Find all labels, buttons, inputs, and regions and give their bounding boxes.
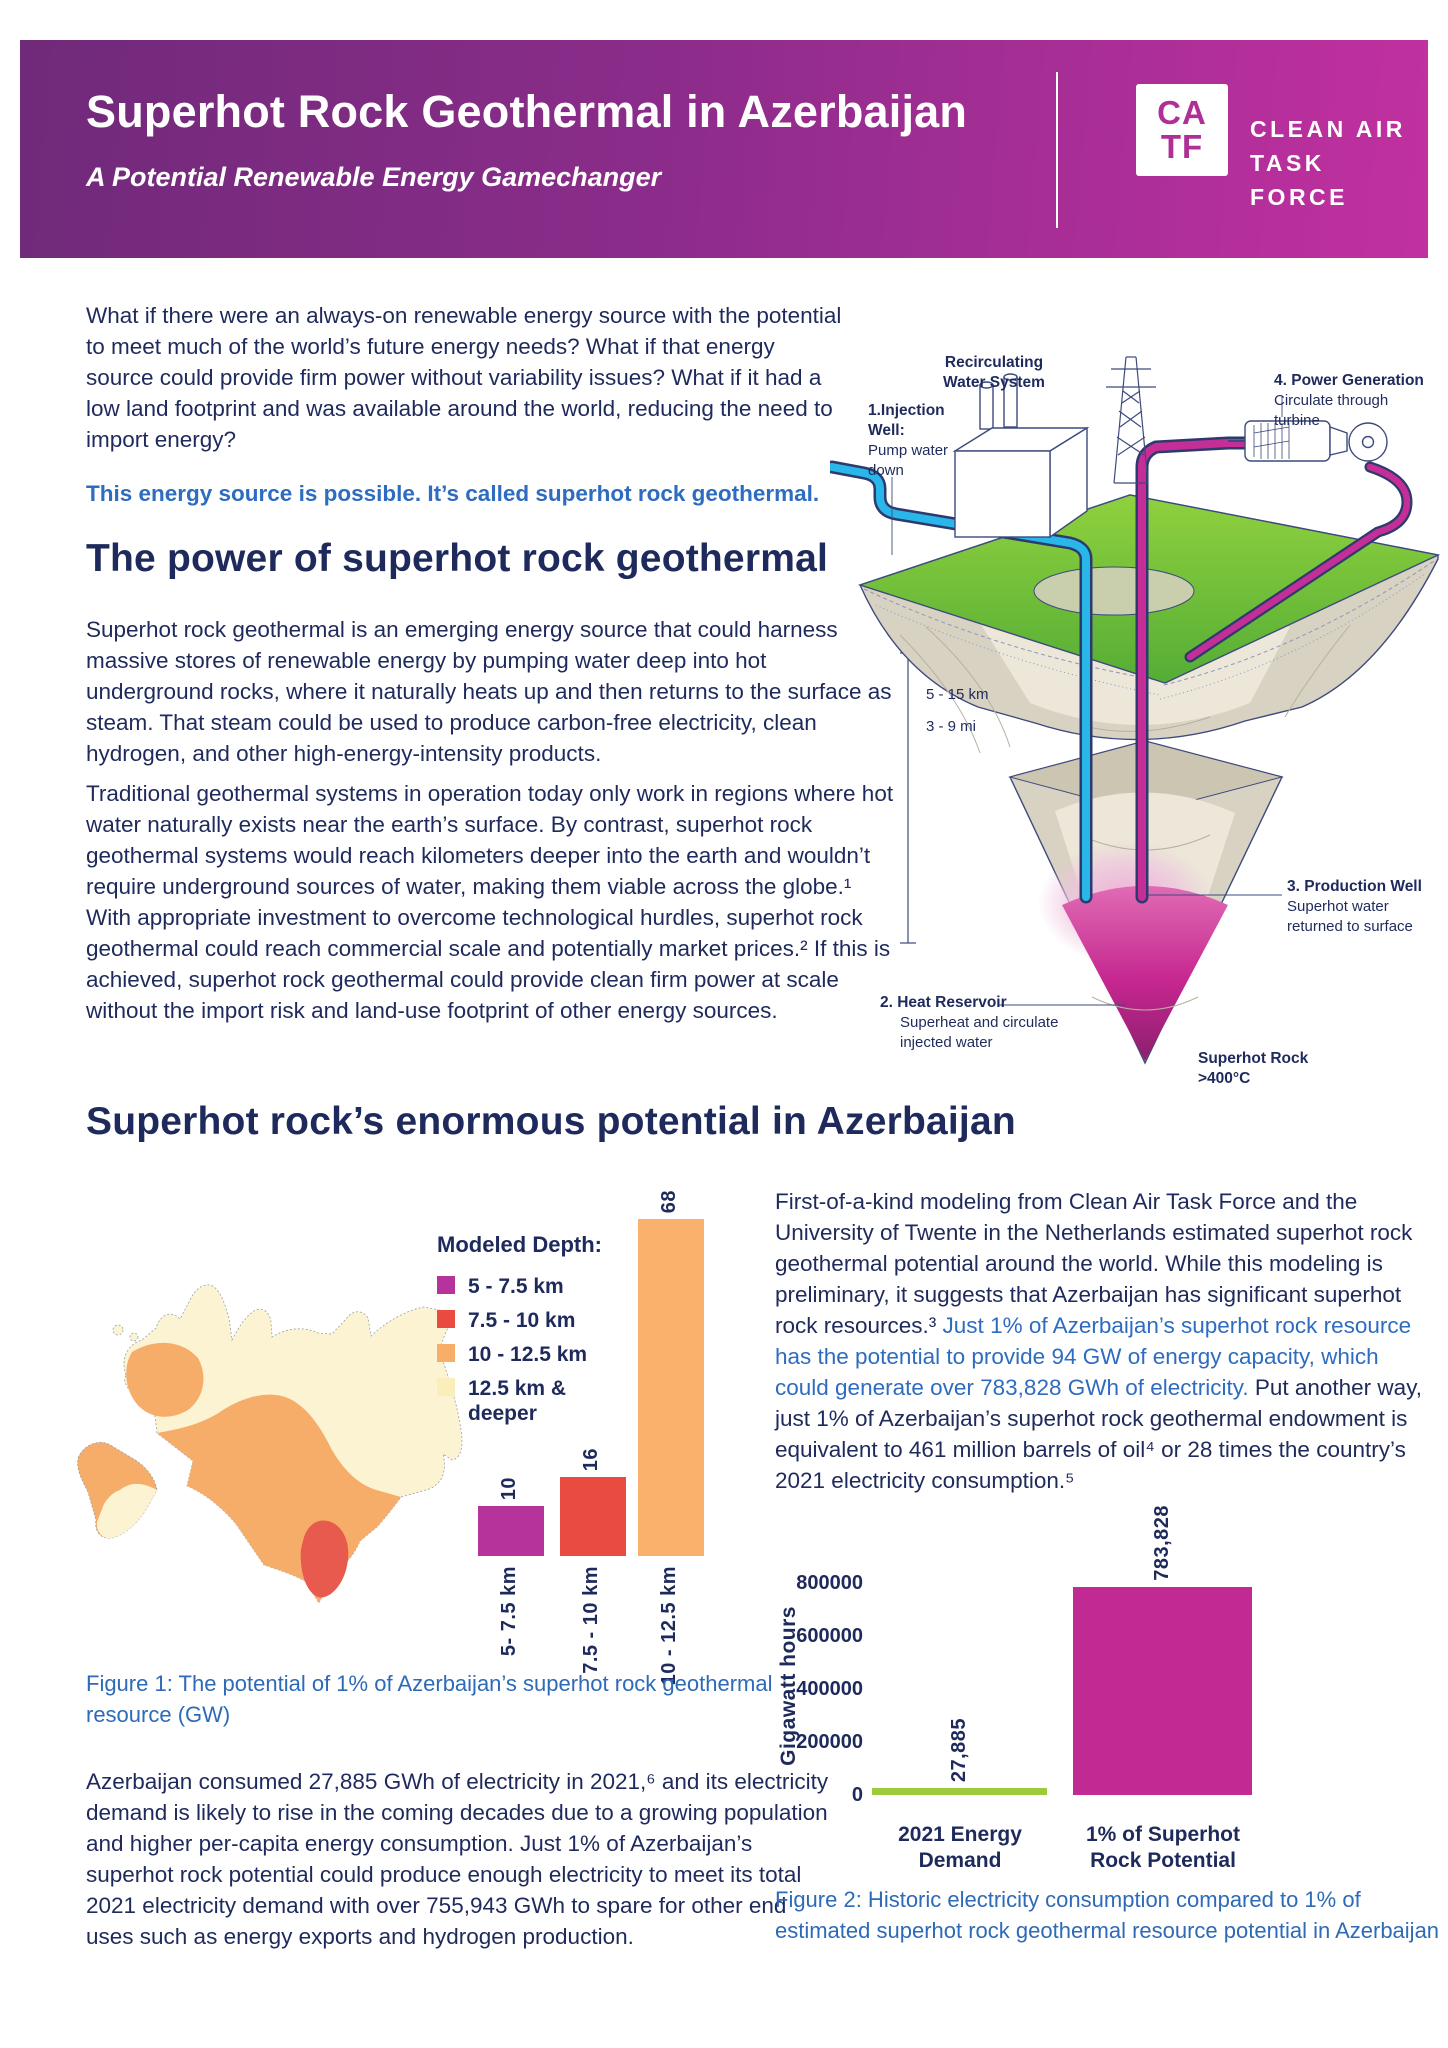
figure2-bar-chart [775,1505,1415,1890]
map-islet-2 [130,1333,138,1341]
modeling-paragraph-seg3: Put another way, just 1% of Azerbaijan’s superhot rock geothermal endowment is equivalent to 461 million barrels of oil⁴ or 28 times the country’s 2021 electricity consumption.⁵ [775,1375,1423,1493]
org-name [1250,112,1428,214]
figure1-bar-category: 10 - 12.5 km [658,1566,680,1686]
figure1-bar [638,1219,704,1556]
intro-highlight: This energy source is possible. It’s called superhot rock geothermal. [86,481,820,506]
figure2-bar [872,1788,1047,1795]
geothermal-diagram [830,255,1448,1105]
section2-heading: Superhot rock’s enormous potential in Azerbaijan [86,1100,1016,1143]
superhot-rock-zone [1062,886,1228,1061]
label-power-generation: 4. Power Generation Circulate through turbine [1274,372,1424,429]
figure2-bar-category [860,1822,1060,1874]
header-banner [20,40,1428,258]
page-title: Superhot Rock Geothermal in Azerbaijan [86,86,968,137]
figure2-caption: Figure 2: Historic electricity consumption compared to 1% of estimated superhot rock geothermal resource potential in Azerbaijan [775,1887,1440,1943]
modeling-paragraph [775,1186,1430,1496]
figure2-bar-category-line: 1% of Superhot [1085,1823,1240,1846]
legend-swatch [437,1378,455,1396]
label-heat-reservoir: 2. Heat Reservoir Superheat and circulate injected water [880,994,1059,1051]
org-name-line2: TASK FORCE [1250,150,1348,210]
figure2-y-tick: 600000 [796,1625,863,1647]
intro-paragraph: What if there were an always-on renewable energy source with the potential to meet much of the world’s future energy needs? What if that energy source could provide firm power without variability issues? What if it had a low land footprint and was available around the world, reducing the need to import energy? [86,303,842,452]
legend-item-label: 12.5 km & deeper [468,1377,567,1425]
figure1-bar-category: 7.5 - 10 km [580,1566,602,1674]
figure1-bar-value: 68 [658,1189,680,1213]
figure2-y-axis-label: Gigawatt hours [777,1606,800,1766]
section1-paragraph1: Superhot rock geothermal is an emerging energy source that could harness massive stores of renewable energy by pumping water deep into hot underground rocks, where it naturally heats up and then returns to the surface as steam. That steam could be used to produce carbon-free electricity, clean hydrogen, and other high-energy-intensity products. [86,617,892,766]
label-recirculating-water: Recirculating Water System [943,354,1045,391]
power-plant [955,374,1087,537]
catf-logo-line1: CA [1157,94,1207,131]
wellhead-opening [1034,567,1194,615]
catf-logo-line2: TF [1160,128,1204,165]
map-islet-1 [113,1325,123,1335]
legend-swatch [437,1276,455,1294]
figure2-bar-category-line: Demand [918,1849,1002,1872]
azerbaijan-depth-map [60,1240,480,1630]
bottom-paragraph: Azerbaijan consumed 27,885 GWh of electricity in 2021,⁶ and its electricity demand is likely to rise in the coming decades due to a growing population and higher per-capita energy consumption. Just 1% of Azerbaijan’s superhot rock potential could produce enough electricity to meet its total 2021 electricity demand with over 755,943 GWh to spare for other end uses such as energy exports and hydrogen production. [86,1769,829,1949]
org-name-line1: CLEAN AIR [1250,116,1406,142]
legend-swatch [437,1310,455,1328]
figure2-y-tick: 0 [851,1784,863,1806]
figure2-bar-category [1063,1822,1263,1874]
figure2-bar [1073,1587,1252,1795]
figure2-bar-category-line: Rock Potential [1090,1849,1236,1872]
depth-measure-line [900,653,916,943]
figure2-bar-value: 27,885 [948,1717,970,1782]
figure2-bar-value: 783,828 [1151,1505,1173,1581]
label-depth-km: 5 - 15 km [926,686,989,703]
catf-logo [1136,84,1228,176]
legend-item-label: 10 - 12.5 km [468,1343,588,1366]
legend-item-label: 5 - 7.5 km [468,1275,564,1298]
figure1-bar [478,1506,544,1556]
map-region-nw-10-12km [126,1343,203,1417]
figure2-y-tick: 800000 [796,1572,863,1594]
figure1-legend-title: Modeled Depth: [437,1232,602,1257]
figure2-bar-category-line: 2021 Energy [898,1823,1022,1846]
figure1-caption: Figure 1: The potential of 1% of Azerbaijan’s superhot rock geothermal resource (GW) [86,1671,773,1727]
label-depth-mi: 3 - 9 mi [926,718,977,735]
figure2-y-tick: 200000 [796,1731,863,1753]
figure1-bar-value: 16 [580,1447,602,1471]
figure1-bar-value: 10 [498,1476,520,1500]
legend-item-label: 7.5 - 10 km [468,1309,576,1332]
map-region-south-7-10km [301,1521,349,1598]
figure2-y-tick: 400000 [796,1678,863,1700]
legend-swatch [437,1344,455,1362]
figure1-bar-chart [478,1189,718,1720]
figure1-bar-category: 5- 7.5 km [498,1566,520,1657]
modeling-paragraph-seg1: First-of-a-kind modeling from Clean Air Task Force and the University of Twente in the Netherlands estimated superhot rock geothermal potential around the world. While this modeling is preliminary, it suggests that Azerbaijan has significant superhot rock resources.³ [775,1189,1413,1338]
section1-paragraph2: Traditional geothermal systems in operation today only work in regions where hot water naturally exists near the earth’s surface. By contrast, superhot rock geothermal systems would reach kilometers deeper into the earth and wouldn’t require underground sources of water, making them viable across the globe.¹ With appropriate investment to overcome technological hurdles, superhot rock geothermal could reach commercial scale and potentially market prices.² If this is achieved, superhot rock geothermal could provide clean firm power at scale without the import risk and land-use footprint of other energy sources. [86,781,894,1023]
label-superhot-rock: Superhot Rock >400°C [1198,1050,1309,1087]
label-injection-well: 1.Injection Well: Pump water down [868,402,949,479]
modeling-paragraph-highlight: Just 1% of Azerbaijan’s superhot rock resource has the potential to provide 94 GW of energy capacity, which could generate over 783,828 GWh of electricity. [775,1313,1412,1400]
section1-heading: The power of superhot rock geothermal [86,537,829,580]
header-divider [1056,72,1058,228]
figure1-bar [560,1477,626,1556]
label-production-well: 3. Production Well Superhot water returned to surface [1287,878,1422,935]
page-subtitle: A Potential Renewable Energy Gamechanger [86,162,662,192]
